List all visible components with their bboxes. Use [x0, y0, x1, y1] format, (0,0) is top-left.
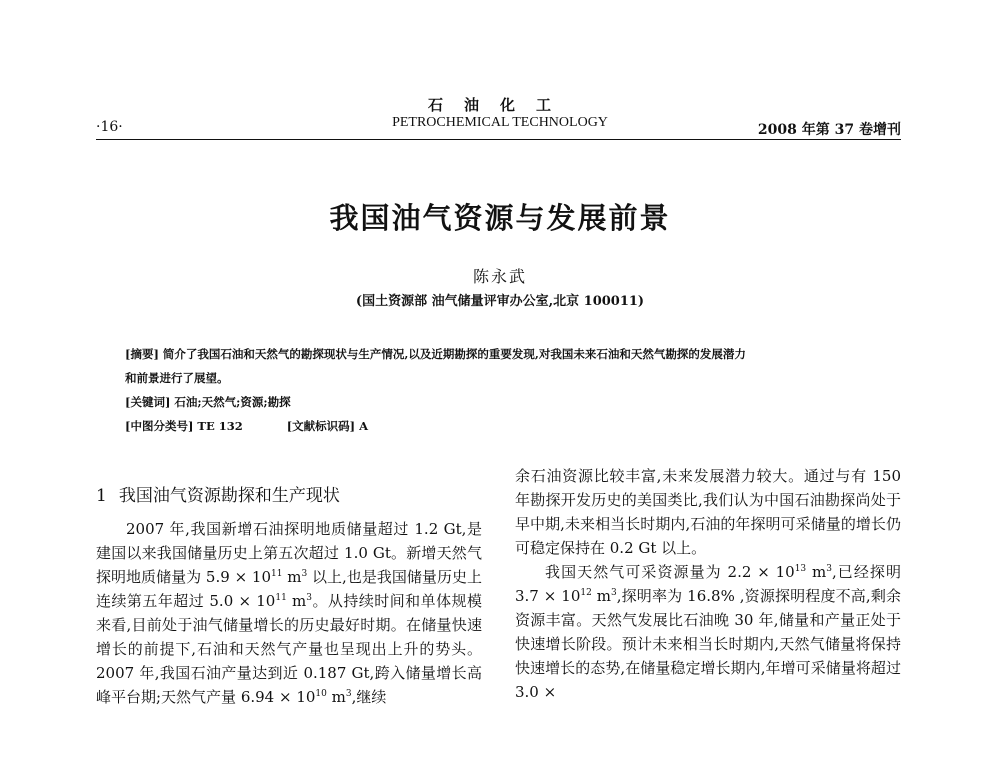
abstract-line-2: 和前景进行了展望。 [125, 371, 229, 385]
header-rule [96, 139, 901, 140]
author-affiliation: (国土资源部 油气储量评审办公室,北京 100011) [355, 294, 645, 309]
journal-name-chinese: 石油化工 [427, 96, 572, 114]
section-title: 我国油气资源勘探和生产现状 [118, 486, 340, 506]
clc-number: [中图分类号] TE 132 [125, 419, 243, 433]
section-number: 1 [96, 486, 107, 506]
journal-name-english: PETROCHEMICAL TECHNOLOGY [392, 115, 608, 130]
paragraph-gas-resources: 我国天然气可采资源量为 $2.2 \times 10^{13}$ $m^3$,已经探明 $3.7 \times 10^{12}$ $m^3$,探明率为 16.8% ,资源探明程度不高,剩余资源丰富。天然气发展比石油晚 30 年,储量和产量正处于快速增长阶段。预计未来相当长时期内,天然气储量将保持快速增长的态势,在储量稳定增长期内,年增可采储量将超过 3.0 × [515, 563, 901, 701]
right-column [515, 464, 901, 704]
paragraph-oil-potential: 余石油资源比较丰富,未来发展潜力较大。通过与有 150 年勘探开发历史的美国类比,我们认为中国石油勘探尚处于早中期,未来相当长时期内,石油的年探明可采储量的增长仍可稳定保持在 0.2 Gt 以上。 [515, 467, 901, 557]
paragraph-reserves-2007: 2007 年,我国新增石油探明地质储量超过 1.2 Gt,是建国以来我国储量历史上第五次超过 1.0 Gt。新增天然气探明地质储量为 $5.9 \times 10^{11}$ $m^3$ 以上,也是我国储量历史上连续第五年超过 $5.0 \times 10^{11}$ $m^3$。从持续时间和单体规模来看,目前处于油气储量增长的历史最好时期。在储量快速增长的前提下,石油和天然气产量也呈现出上升的势头。2007 年,我国石油产量达到近 0.187 Gt,跨入储量增长高峰平台期;天然气产量 $6.94 \times 10^{10}$ $m^3$,继续 [96, 520, 482, 706]
section-heading [96, 481, 340, 506]
abstract-line-1: [摘要] 简介了我国石油和天然气的勘探现状与生产情况,以及近期勘探的重要发现,对我国未来石油和天然气勘探的发展潜力 [125, 347, 746, 361]
article-title: 我国油气资源与发展前景 [329, 201, 671, 235]
classification-line [125, 418, 368, 434]
page-number: ·16· [96, 119, 123, 135]
left-column [96, 517, 482, 709]
issue-info: 2008 年第 37 卷增刊 [757, 122, 901, 138]
document-code: [文献标识码] A [286, 419, 369, 433]
author-name: 陈永武 [472, 267, 527, 286]
keywords: [关键词] 石油;天然气;资源;勘探 [125, 395, 291, 409]
